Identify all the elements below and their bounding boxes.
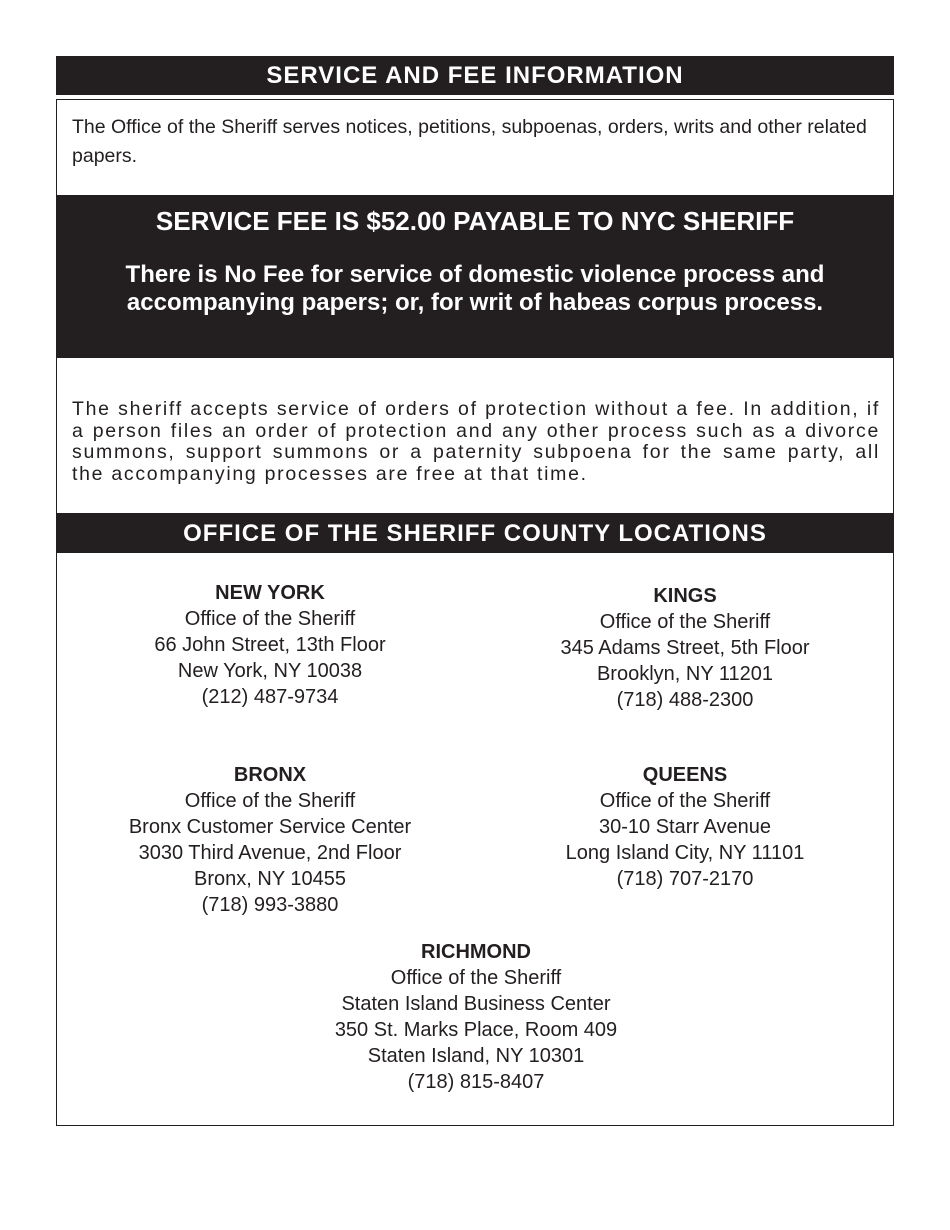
location-office: Office of the Sheriff [390, 967, 562, 989]
location-address-line: Bronx Customer Service Center [128, 816, 412, 838]
location-richmond [286, 939, 666, 1095]
location-address-line: New York, NY 10038 [177, 660, 363, 682]
location-phone: (718) 707-2170 [616, 868, 754, 890]
location-phone: (212) 487-9734 [201, 686, 339, 708]
service-fee-box [56, 99, 894, 514]
location-address-line: Bronx, NY 10455 [194, 868, 346, 890]
location-address-line: Staten Island, NY 10301 [367, 1045, 585, 1067]
location-bronx [80, 762, 460, 918]
location-office: Office of the Sheriff [599, 790, 771, 812]
location-name: NEW YORK [215, 582, 325, 604]
service-fee-header: SERVICE AND FEE INFORMATION [56, 56, 894, 95]
county-locations-box [56, 553, 894, 1126]
location-phone: (718) 815-8407 [407, 1071, 545, 1093]
location-queens [495, 762, 875, 892]
fee-banner [56, 195, 894, 358]
location-phone: (718) 488-2300 [616, 689, 754, 711]
location-name: RICHMOND [421, 941, 531, 963]
county-locations-header: OFFICE OF THE SHERIFF COUNTY LOCATIONS [56, 514, 894, 553]
orders-of-protection-text: The sheriff accepts service of orders of protection without a fee. In addition, if a person files an order of protection and any other process such as a divorce summons, support summons or a paternity subpoena for the same party, all the accompanying processes are free at that time. [72, 398, 880, 485]
location-address-line: 30-10 Starr Avenue [599, 816, 771, 838]
location-phone: (718) 993-3880 [201, 894, 339, 916]
location-name: BRONX [233, 764, 307, 786]
location-address-line: Staten Island Business Center [341, 993, 611, 1015]
location-name: KINGS [653, 585, 717, 607]
location-address-line: Long Island City, NY 11101 [565, 842, 805, 864]
location-new-york [80, 580, 460, 710]
location-office: Office of the Sheriff [184, 790, 356, 812]
location-office: Office of the Sheriff [184, 608, 356, 630]
location-address-line: 66 John Street, 13th Floor [154, 634, 386, 656]
location-office: Office of the Sheriff [599, 611, 771, 633]
location-address-line: 345 Adams Street, 5th Floor [560, 637, 810, 659]
location-address-line: 350 St. Marks Place, Room 409 [334, 1019, 618, 1041]
document [56, 56, 894, 1126]
fee-amount-heading: SERVICE FEE IS $52.00 PAYABLE TO NYC SHERIFF [155, 206, 795, 236]
location-name: QUEENS [642, 764, 728, 786]
service-intro-text: The Office of the Sheriff serves notices, petitions, subpoenas, orders, writs and other related papers. [72, 116, 867, 167]
location-address-line: 3030 Third Avenue, 2nd Floor [138, 842, 402, 864]
no-fee-note: There is No Fee for service of domestic violence process and accompanying papers; or, for writ of habeas corpus process. [125, 261, 825, 316]
location-kings [495, 583, 875, 713]
location-address-line: Brooklyn, NY 11201 [596, 663, 774, 685]
